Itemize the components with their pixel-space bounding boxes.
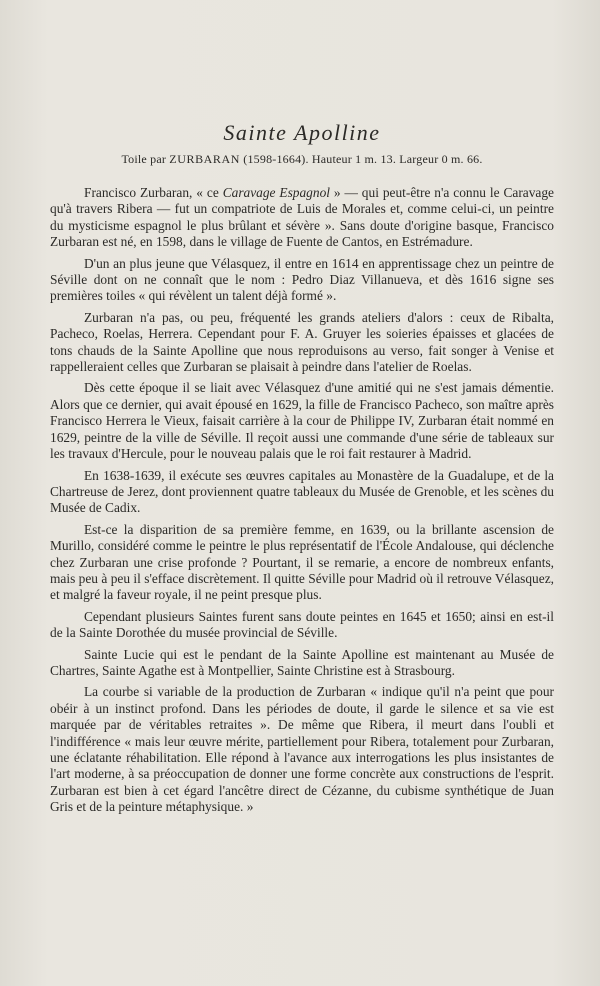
paragraph-1-before: Francisco Zurbaran, « ce: [84, 185, 223, 200]
article-body: [50, 185, 554, 816]
paragraph-5: En 1638-1639, il exécute ses œuvres capitales au Monastère de la Guadalupe, et de la Chartreuse de Jerez, dont proviennent quatre tableaux du Musée de Grenoble, et les scènes du Musée de Cadix.: [50, 467, 554, 516]
paragraph-2: D'un an plus jeune que Vélasquez, il entre en 1614 en apprentissage chez un peintre de Séville dont on ne connaît que le nom : Pedro Diaz Villanueva, et dès 1616 signe ses premières toiles « qui révèlent un talent déjà formé ».: [50, 255, 554, 304]
paragraph-8: Sainte Lucie qui est le pendant de la Sainte Apolline est maintenant au Musée de Chartres, Sainte Agathe est à Montpellier, Sainte Christine est à Strasbourg.: [50, 646, 554, 678]
page-title: Sainte Apolline: [223, 120, 381, 145]
paragraph-4: Dès cette époque il se liait avec Vélasquez d'une amitié qui ne s'est jamais démentie. Alors que ce dernier, qui avait épousé en 1629, la fille de Francisco Pacheco, son maître après Francisco Herrera le Vieux, faisait carrière à la cour de Philippe IV, Zurbaran était nommé en 1629, peintre de la ville de Séville. Il reçoit aussi une commande d'une série de tableaux sur les travaux d'Hercule, pour le nouveau palais que le roi fait restaurer à Madrid.: [50, 380, 554, 462]
paragraph-1: [50, 185, 554, 251]
paragraph-6: Est-ce la disparition de sa première femme, en 1639, ou la brillante ascension de Murillo, considéré comme le peintre le plus représentatif de l'École Andalouse, qui déclenche chez Zurbaran une crise profonde ? Pourtant, il se remarie, a encore de nombreux enfants, mais peu à peu il s'efface discrètement. Il quitte Séville pour Madrid où il retrouve Vélasquez, et malgré la faveur royale, il ne peint presque plus.: [50, 521, 554, 603]
caption-painter: ZURBARAN: [169, 152, 241, 166]
paragraph-1-after: » — qui peut-être n'a connu le Caravage qu'à travers Ribera — fut un compatriote de Luis de Morales et, comme celui-ci, un peintre du mysticisme espagnol le plus brûlant et sévère ». Sans doute d'origine basque, Francisco Zurbaran est né, en 1598, dans le village de Fuente de Cantos, en Estrémadure.: [50, 185, 555, 250]
painting-caption: [50, 152, 554, 167]
paragraph-1-italic: Caravage Espagnol: [222, 185, 330, 200]
paragraph-7: Cependant plusieurs Saintes furent sans doute peintes en 1645 et 1650; ainsi en est-il de la Sainte Dorothée du musée provincial de Séville.: [50, 608, 554, 641]
paragraph-3: Zurbaran n'a pas, ou peu, fréquenté les grands ateliers d'alors : ceux de Ribalta, Pacheco, Roelas, Herrera. Cependant pour F. A. Gruyer les soieries épaisses et glacées de tons chauds de la Sainte Apolline que nous reproduisons au verso, fait songer à Venise et rappelleraient celles que Zurbaran se plaisait à peindre dans l'atelier de Roelas.: [50, 309, 554, 375]
caption-prefix: Toile par: [121, 152, 167, 166]
paragraph-9: La courbe si variable de la production de Zurbaran « indique qu'il n'a peint que pour obéir à un instinct profond. Dans les périodes de doute, il garde le silence et sa vie est marquée par de véritables retraites ». De même que Ribera, il meurt dans l'oubli et l'indifférence « mais leur œuvre mérite, partiellement pour Ribera, totalement pour Zurbaran, une éclatante réhabilitation. Elle répond à l'avance aux interrogations les plus insistantes de l'art moderne, à sa préoccupation de donner une forme concrète aux constructions de l'esprit. Zurbaran est bien à cet égard l'ancêtre direct de Cézanne, du cubisme synthétique de Juan Gris et de la peinture métaphysique. »: [50, 684, 554, 815]
caption-details: (1598-1664). Hauteur 1 m. 13. Largeur 0 m. 66.: [243, 152, 483, 166]
